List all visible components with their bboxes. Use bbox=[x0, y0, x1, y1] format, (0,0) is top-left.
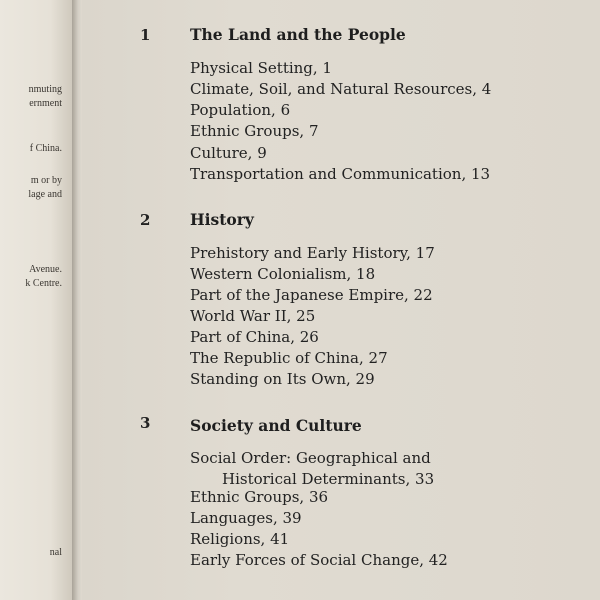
left-page-text-fragment: f China. bbox=[29, 143, 62, 154]
left-page-text-fragment: Avenue. bbox=[29, 264, 62, 275]
left-page bbox=[0, 0, 72, 600]
left-page-text-fragment: k Centre. bbox=[25, 278, 62, 289]
toc-entry: Social Order: Geographical and bbox=[190, 449, 431, 467]
toc-entry: Culture, 9 bbox=[190, 144, 267, 162]
toc-entry: Physical Setting, 1 bbox=[190, 59, 332, 77]
chapter-title: The Land and the People bbox=[190, 25, 406, 44]
toc-entry: Standing on Its Own, 29 bbox=[190, 370, 375, 388]
toc-entry: The Republic of China, 27 bbox=[190, 349, 388, 367]
toc-entry: Part of the Japanese Empire, 22 bbox=[190, 286, 433, 304]
toc-entry: Climate, Soil, and Natural Resources, 4 bbox=[190, 80, 492, 98]
toc-entry: Part of China, 26 bbox=[190, 328, 319, 346]
chapter-number: 2 bbox=[140, 211, 151, 229]
toc-entry: Languages, 39 bbox=[190, 509, 302, 527]
left-page-text-fragment: ernment bbox=[29, 98, 62, 109]
chapter-number: 3 bbox=[140, 414, 151, 432]
toc-entry: Transportation and Communication, 13 bbox=[190, 165, 491, 183]
book-gutter bbox=[72, 0, 82, 600]
toc-entry: World War II, 25 bbox=[190, 307, 316, 325]
toc-entry: Ethnic Groups, 7 bbox=[190, 122, 319, 140]
chapter-number: 1 bbox=[140, 26, 151, 44]
toc-entry: Population, 6 bbox=[190, 101, 291, 119]
chapter-title: History bbox=[190, 210, 254, 229]
toc-entry: Western Colonialism, 18 bbox=[190, 265, 376, 283]
left-page-text-fragment: nmuting bbox=[28, 84, 62, 95]
chapter-title: Society and Culture bbox=[190, 416, 362, 435]
toc-entry: Religions, 41 bbox=[190, 530, 290, 548]
left-page-text-fragment: lage and bbox=[28, 189, 62, 200]
toc-entry: Prehistory and Early History, 17 bbox=[190, 244, 435, 262]
toc-entry-continuation: Historical Determinants, 33 bbox=[222, 470, 435, 488]
left-page-text-fragment: m or by bbox=[30, 175, 62, 186]
left-page-text-fragment: nal bbox=[49, 547, 62, 558]
toc-entry: Ethnic Groups, 36 bbox=[190, 488, 329, 506]
toc-entry: Early Forces of Social Change, 42 bbox=[190, 551, 448, 569]
